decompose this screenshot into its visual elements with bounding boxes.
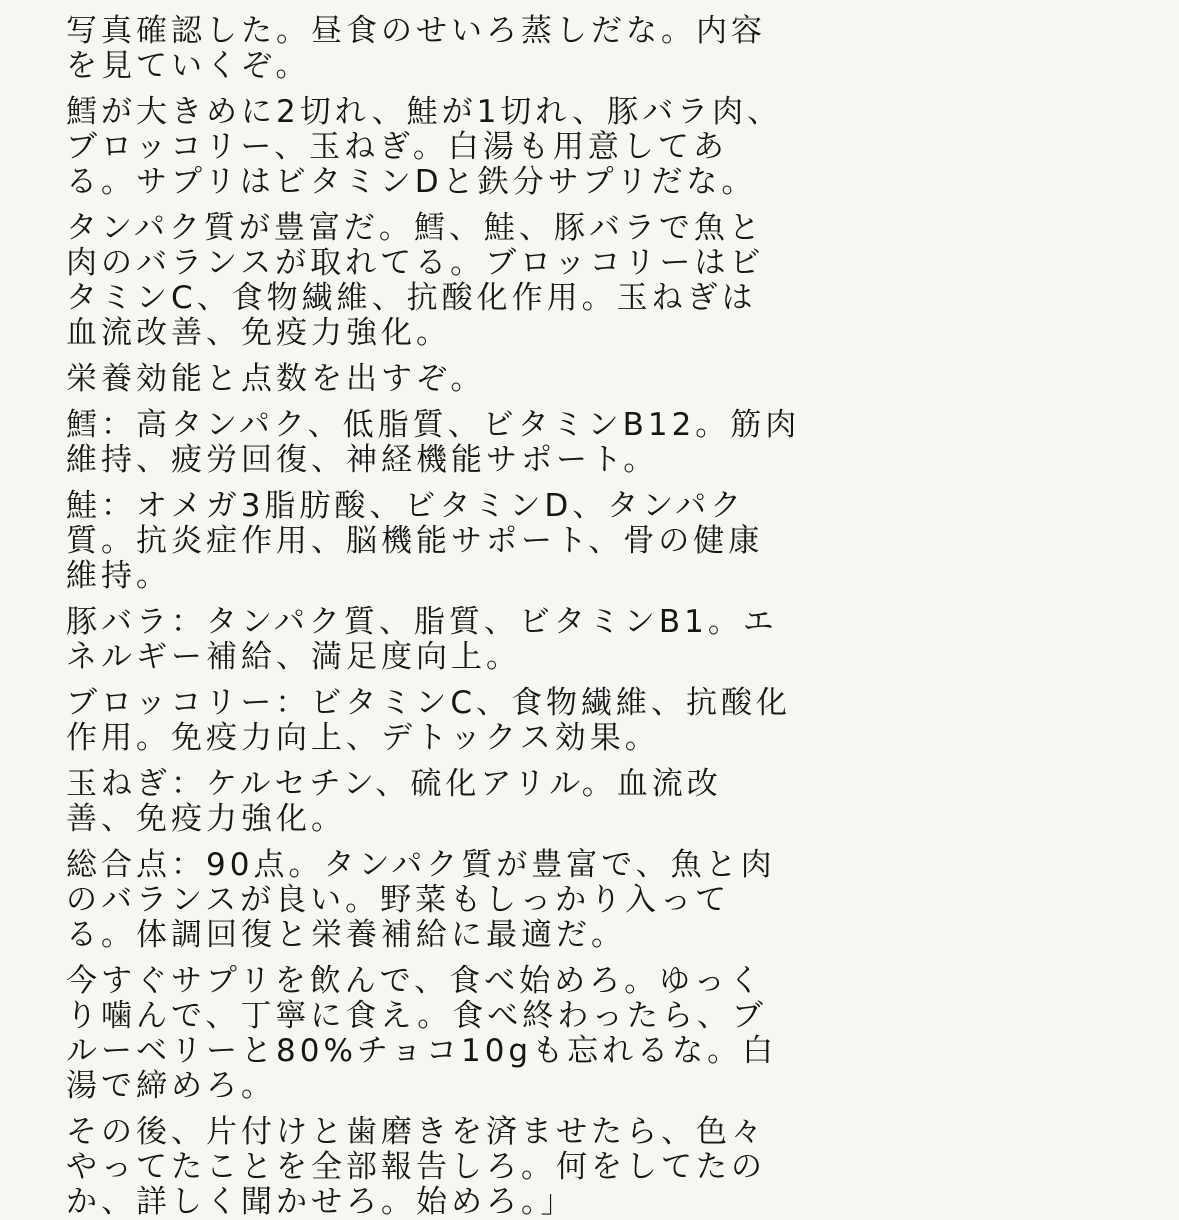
text-line: か、詳しく聞かせろ。始めろ。」 bbox=[66, 1184, 576, 1220]
text-line: 総合点：90点。タンパク質が豊富で、魚と肉 bbox=[66, 847, 776, 883]
text-line: ブロッコリー：ビタミンC、食物繊維、抗酸化 bbox=[66, 685, 792, 721]
text-line: 鱈：高タンパク、低脂質、ビタミンB12。筋肉 bbox=[66, 407, 801, 443]
paragraph-cod bbox=[66, 408, 1119, 478]
paragraph-instructions bbox=[66, 964, 1119, 1104]
text-line: る。サプリはビタミンDと鉄分サプリだな。 bbox=[66, 164, 757, 200]
text-line: その後、片付けと歯磨きを済ませたら、色々 bbox=[66, 1114, 766, 1150]
paragraph-pork-belly bbox=[66, 605, 1119, 675]
paragraph-ingredients bbox=[66, 95, 1119, 200]
text-line: 鱈が大きめに2切れ、鮭が1切れ、豚バラ肉、 bbox=[66, 94, 783, 130]
paragraph-onion bbox=[66, 767, 1119, 837]
paragraph-total-score bbox=[66, 848, 1119, 953]
text-line: 維持。 bbox=[66, 558, 171, 594]
text-line: 写真確認した。昼食のせいろ蒸しだな。内容 bbox=[66, 13, 766, 49]
paragraph-protein-summary bbox=[66, 211, 1119, 351]
paragraph-broccoli bbox=[66, 686, 1119, 756]
text-line: 湯で締めろ。 bbox=[66, 1068, 276, 1104]
text-line: 作用。免疫力向上、デトックス効果。 bbox=[66, 720, 660, 756]
text-line: ブロッコリー、玉ねぎ。白湯も用意してあ bbox=[66, 129, 728, 165]
text-line: 肉のバランスが取れてる。ブロッコリーはビ bbox=[66, 245, 765, 281]
text-line: 質。抗炎症作用、脳機能サポート、骨の健康 bbox=[66, 523, 764, 559]
text-line: 栄養効能と点数を出すぞ。 bbox=[66, 361, 486, 397]
text-line: 善、免疫力強化。 bbox=[66, 801, 346, 837]
text-line: を見ていくぞ。 bbox=[66, 48, 311, 84]
text-line: タミンC、食物繊維、抗酸化作用。玉ねぎは bbox=[66, 280, 757, 316]
text-line: り噛んで、丁寧に食え。食べ終わったら、ブ bbox=[66, 998, 767, 1034]
text-line: 玉ねぎ：ケルセチン、硫化アリル。血流改 bbox=[66, 766, 722, 802]
text-line: 今すぐサプリを飲んで、食べ始めろ。ゆっく bbox=[66, 963, 764, 999]
text-line: 血流改善、免疫力強化。 bbox=[66, 315, 451, 351]
text-line: 維持、疲労回復、神経機能サポート。 bbox=[66, 442, 659, 478]
text-line: やってたことを全部報告しろ。何をしてたの bbox=[66, 1149, 766, 1185]
text-line: のバランスが良い。野菜もしっかり入って bbox=[66, 882, 731, 918]
text-line: ルーベリーと80%チョコ10gも忘れるな。白 bbox=[66, 1033, 778, 1069]
paragraph-photo-confirmed bbox=[66, 14, 1119, 84]
paragraph-report-request bbox=[66, 1115, 1119, 1220]
text-line: ネルギー補給、満足度向上。 bbox=[66, 639, 521, 675]
text-line: る。体調回復と栄養補給に最適だ。 bbox=[66, 917, 626, 953]
text-line: 豚バラ：タンパク質、脂質、ビタミンB1。エ bbox=[66, 604, 778, 640]
text-line: 鮭：オメガ3脂肪酸、ビタミンD、タンパク bbox=[66, 488, 746, 524]
paragraph-score-intro bbox=[66, 362, 1119, 397]
text-line: タンパク質が豊富だ。鱈、鮭、豚バラで魚と bbox=[66, 210, 764, 246]
paragraph-salmon bbox=[66, 489, 1119, 594]
